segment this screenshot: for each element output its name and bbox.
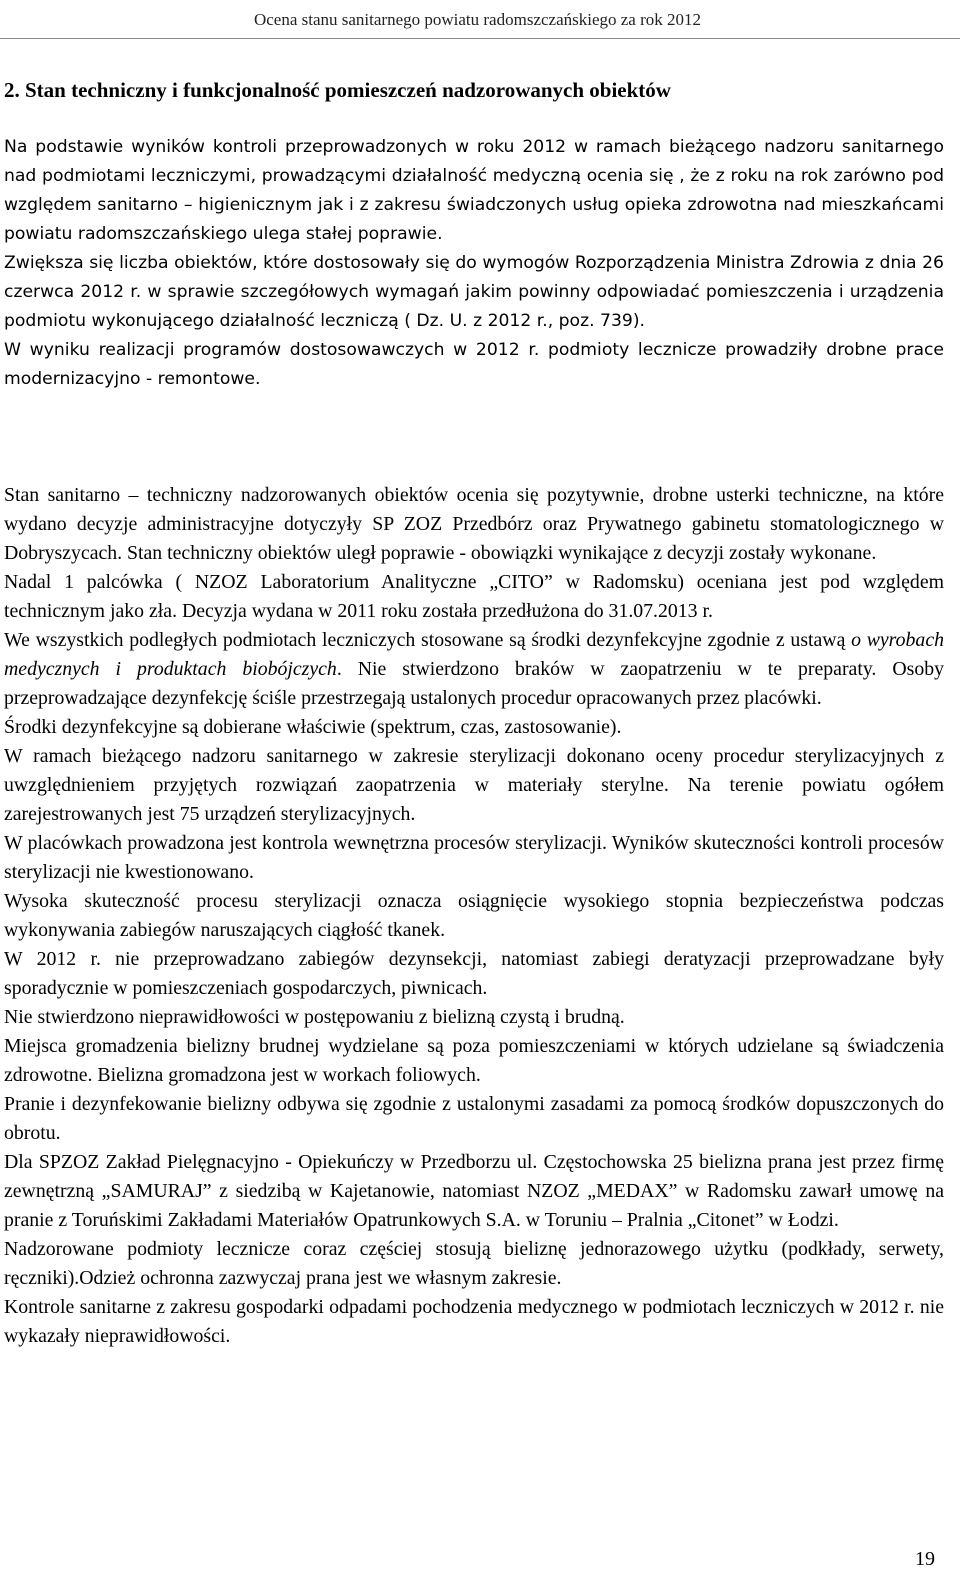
paragraph-laboratory-cito: Nadal 1 palcówka ( NZOZ Laboratorium Analityczne „CITO” w Radomsku) oceniana jest pod względem technicznym jako zła. Decyzja wydana w 2011 roku została przedłużona do 31.07.2013 r. — [4, 571, 944, 622]
paragraph-sterilization-effectiveness: Wysoka skuteczność procesu sterylizacji oznacza osiągnięcie wysokiego stopnia bezpieczeństwa podczas wykonywania zabiegów naruszających ciągłość tkanek. — [4, 890, 944, 941]
paragraph-disinfectants — [4, 626, 944, 713]
header-divider — [0, 38, 960, 39]
paragraph-disposable-linen: Nadzorowane podmioty lecznicze coraz częściej stosują bieliznę jednorazowego użytku (podkłady, serwety, ręczniki).Odzież ochronna zazwyczaj prana jest we własnym zakresie. — [4, 1238, 944, 1289]
paragraph-linen-handling: Nie stwierdzono nieprawidłowości w postępowaniu z bielizną czystą i brudną. — [4, 1006, 625, 1028]
running-header: Ocena stanu sanitarnego powiatu radomszczańskiego za rok 2012 — [253, 10, 702, 29]
paragraph-pest-control: W 2012 r. nie przeprowadzano zabiegów dezynsekcji, natomiast zabiegi deratyzacji przeprowadzane były sporadycznie w pomieszczeniach gospodarczych, piwnicach. — [4, 948, 944, 999]
act-title: o wyrobach medycznych i produktach biobójczych — [4, 629, 944, 680]
disinfectants-text-start: We wszystkich podległych podmiotach leczniczych stosowane są środki dezynfekcyjne zgodnie z ustawą — [4, 629, 852, 651]
paragraph-sterilization-control: W placówkach prowadzona jest kontrola wewnętrzna procesów sterylizacji. Wyników skuteczności kontroli procesów sterylizacji nie kwestionowano. — [4, 832, 944, 883]
body-sans-block — [4, 133, 944, 394]
page-number: 19 — [915, 1548, 935, 1570]
disinfectants-text-end: . Nie stwierdzono braków w zaopatrzeniu w te preparaty. Osoby przeprowadzające dezynfekcję ściśle przestrzegają ustalonych procedur opracowanych przez placówki. — [4, 658, 944, 709]
paragraph-overall-assessment: Na podstawie wyników kontroli przeprowadzonych w roku 2012 w ramach bieżącego nadzoru sanitarnego nad podmiotami leczniczymi, prowadzącymi działalność medyczną ocenia się , że z roku na rok zarówno pod względem sanitarno – higienicznym jak i z zakresu świadczonych usług opieka zdrowotna nad mieszkańcami powiatu radomszczańskiego ulega stałej poprawie. — [4, 137, 944, 244]
paragraph-sterilization-procedures: W ramach bieżącego nadzoru sanitarnego w zakresie sterylizacji dokonano oceny procedur sterylizacyjnych z uwzględnieniem przyjętych rozwiązań zaopatrzenia w materiały sterylne. Na terenie powiatu ogółem zarejestrowanych jest 75 urządzeń sterylizacyjnych. — [4, 745, 944, 825]
paragraph-adaptation-programs: W wyniku realizacji programów dostosowawczych w 2012 r. podmioty lecznicze prowadziły drobne prace modernizacyjno - remontowe. — [4, 340, 944, 389]
paragraph-disinfectant-selection: Środki dezynfekcyjne są dobierane właściwie (spektrum, czas, zastosowanie). — [4, 716, 622, 738]
section-title: 2. Stan techniczny i funkcjonalność pomieszczeń nadzorowanych obiektów — [4, 78, 671, 102]
paragraph-medical-waste: Kontrole sanitarne z zakresu gospodarki odpadami pochodzenia medycznego w podmiotach leczniczych w 2012 r. nie wykazały nieprawidłowości. — [4, 1296, 944, 1347]
paragraph-linen-washing: Pranie i dezynfekowanie bielizny odbywa się zgodnie z ustalonymi zasadami za pomocą środków dopuszczonych do obrotu. — [4, 1093, 944, 1144]
paragraph-dirty-linen-storage: Miejsca gromadzenia bielizny brudnej wydzielane są poza pomieszczeniami w których udzielane są świadczenia zdrowotne. Bielizna gromadzona jest w workach foliowych. — [4, 1035, 944, 1086]
paragraph-technical-condition: Stan sanitarno – techniczny nadzorowanych obiektów ocenia się pozytywnie, drobne usterki techniczne, na które wydano decyzje administracyjne dotyczyły SP ZOZ Przedbórz oraz Prywatnego gabinetu stomatologicznego w Dobryszycach. Stan techniczny obiektów uległ poprawie - obowiązki wynikające z decyzji zostały wykonane. — [4, 484, 944, 564]
paragraph-regulation-compliance: Zwiększa się liczba obiektów, które dostosowały się do wymogów Rozporządzenia Ministra Zdrowia z dnia 26 czerwca 2012 r. w sprawie szczegółowych wymagań jakim powinny odpowiadać pomieszczenia i urządzenia podmiotu wykonującego działalność leczniczą ( Dz. U. z 2012 r., poz. 739). — [4, 253, 944, 331]
body-serif-block — [4, 481, 944, 1351]
paragraph-external-laundry: Dla SPZOZ Zakład Pielęgnacyjno - Opiekuńczy w Przedborzu ul. Częstochowska 25 bielizna prana jest przez firmę zewnętrzną „SAMURAJ” z siedzibą w Kajetanowie, natomiast NZOZ „MEDAX” w Radomsku zawarł umowę na pranie z Toruńskimi Zakładami Materiałów Opatrunkowych S.A. w Toruniu – Pralnia „Citonet” w Łodzi. — [4, 1151, 944, 1231]
